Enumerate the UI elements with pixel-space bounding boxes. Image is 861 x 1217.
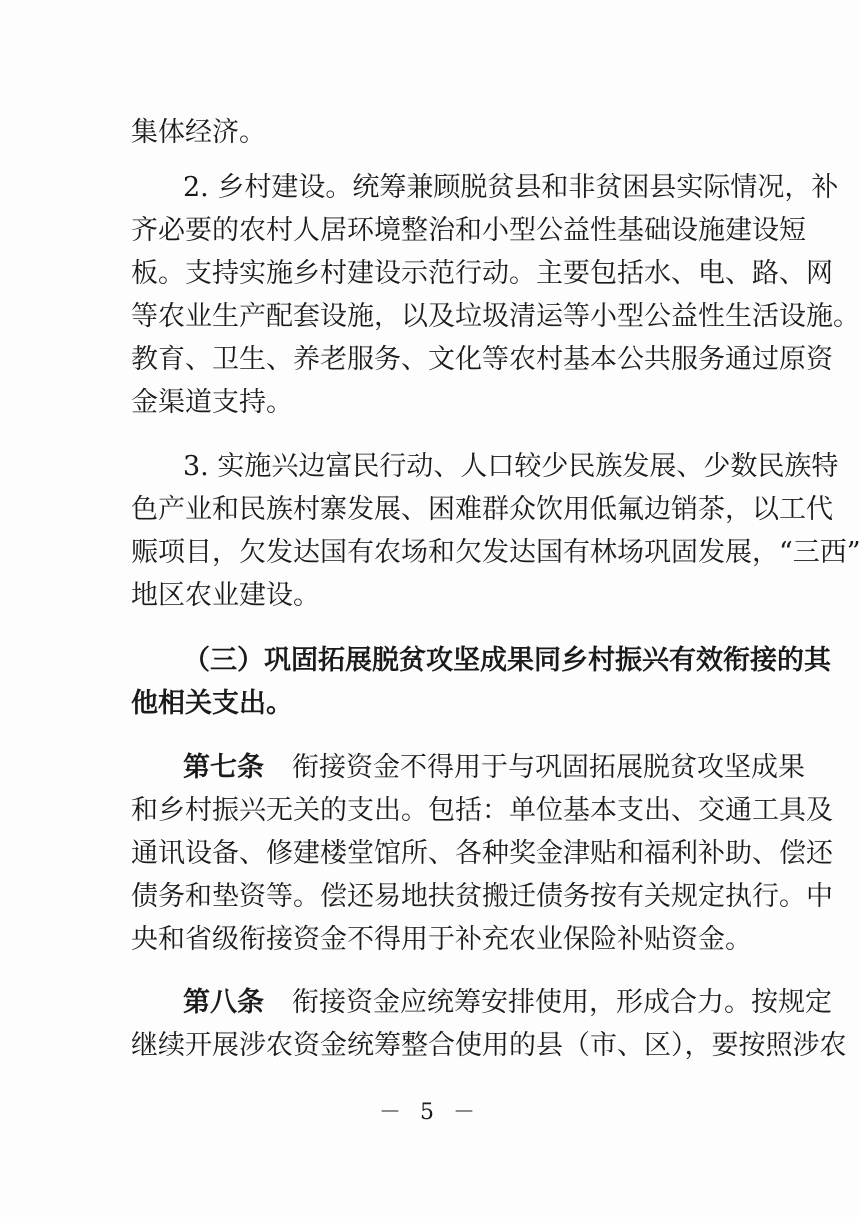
text-line: 继续开展涉农资金统筹整合使用的县（市、区），要按照涉农 xyxy=(131,1030,847,1061)
text-line: 通讯设备、修建楼堂馆所、各种奖金津贴和福利补助、偿还 xyxy=(131,838,833,869)
text-line: 衔接资金不得用于与巩固拓展脱贫攻坚成果 xyxy=(292,752,805,783)
article-8-first-line xyxy=(183,985,832,1021)
article-7-first-line xyxy=(183,750,805,786)
text-line: 债务和垫资等。偿还易地扶贫搬迁债务按有关规定执行。中 xyxy=(131,881,833,912)
section-heading-line: （三）巩固拓展脱贫攻坚成果同乡村振兴有效衔接的其 xyxy=(183,645,831,676)
article-7-label: 第七条 xyxy=(183,752,264,783)
page-number: － 5 － xyxy=(379,1100,481,1125)
article-8-label: 第八条 xyxy=(183,987,264,1018)
text-line: 集体经济。 xyxy=(131,117,266,148)
section-heading-line: 他相关支出。 xyxy=(131,688,293,719)
text-line: 衔接资金应统筹安排使用，形成合力。按规定 xyxy=(292,987,832,1018)
text-line: 和乡村振兴无关的支出。包括：单位基本支出、交通工具及 xyxy=(131,795,833,826)
text-line: 板。支持实施乡村建设示范行动。主要包括水、电、路、网 xyxy=(131,258,833,289)
text-line: 齐必要的农村人居环境整治和小型公益性基础设施建设短 xyxy=(131,215,806,246)
text-line: 央和省级衔接资金不得用于补充农业保险补贴资金。 xyxy=(131,924,752,955)
text-line: 2. 乡村建设。统筹兼顾脱贫县和非贫困县实际情况，补 xyxy=(183,172,839,203)
text-line: 赈项目，欠发达国有农场和欠发达国有林场巩固发展，“三西” xyxy=(131,537,861,568)
text-line: 色产业和民族村寨发展、困难群众饮用低氟边销茶，以工代 xyxy=(131,494,833,525)
text-line: 3. 实施兴边富民行动、人口较少民族发展、少数民族特 xyxy=(183,451,839,482)
text-line: 教育、卫生、养老服务、文化等农村基本公共服务通过原资 xyxy=(131,344,833,375)
text-line: 地区农业建设。 xyxy=(131,580,320,611)
text-line: 金渠道支持。 xyxy=(131,387,293,418)
text-line: 等农业生产配套设施，以及垃圾清运等小型公益性生活设施。 xyxy=(131,301,860,332)
